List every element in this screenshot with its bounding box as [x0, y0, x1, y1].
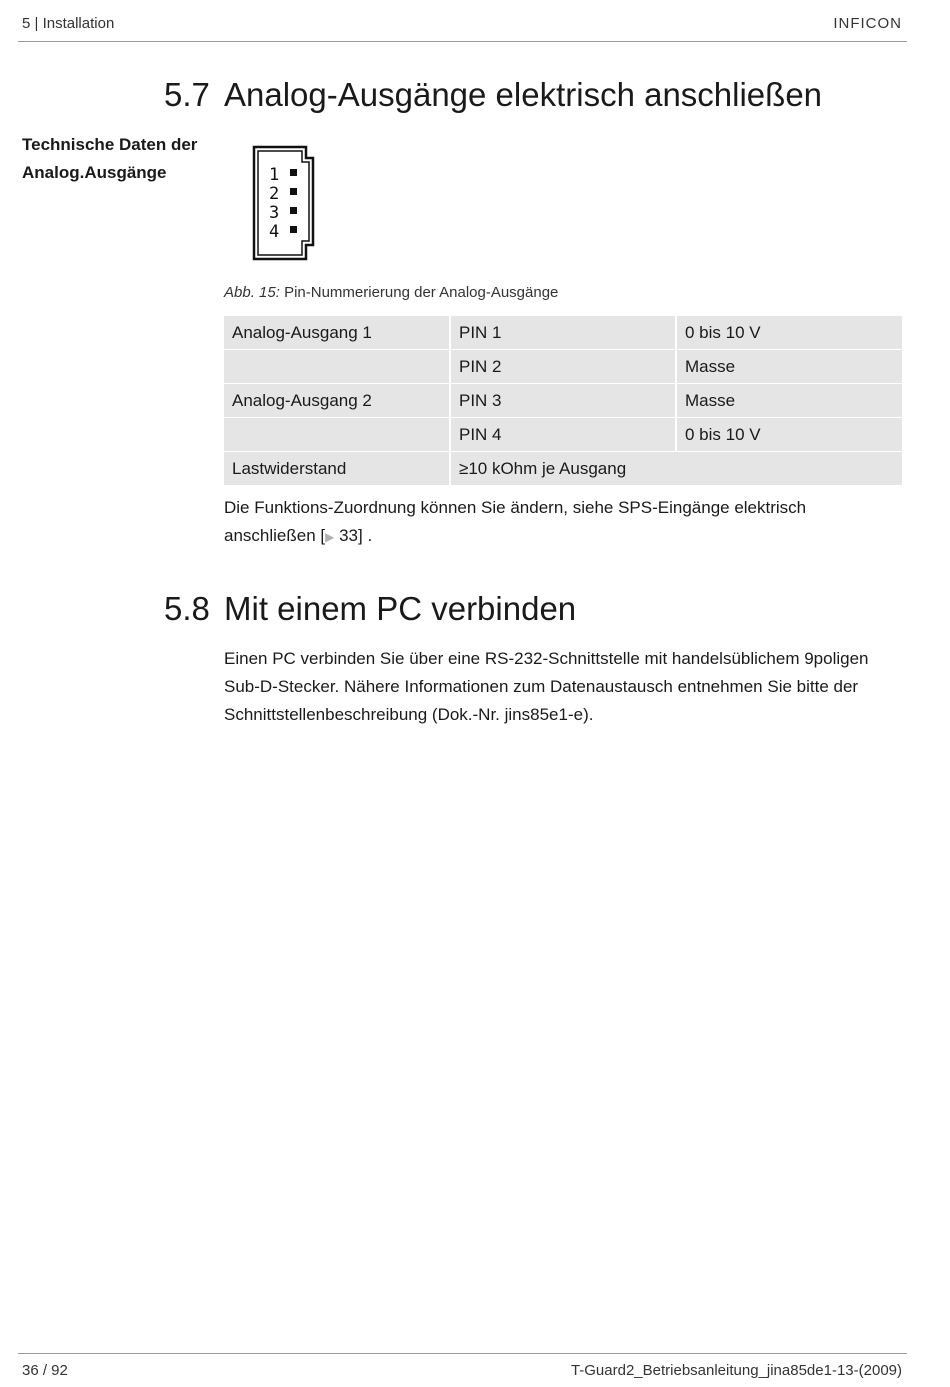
connector-outline: [254, 147, 313, 259]
table-row: [224, 452, 902, 486]
connector-inner-outline: [258, 151, 309, 255]
table-cell: [224, 418, 450, 452]
pin-square: [290, 188, 297, 195]
side-note: [22, 131, 212, 187]
pin-square: [290, 169, 297, 176]
paragraph-line: Die Funktions-Zuordnung können Sie ändern, siehe SPS-Eingänge elektrisch: [224, 498, 807, 517]
section-heading-5-7: [164, 76, 822, 114]
table-cell: Masse: [676, 350, 902, 384]
page-reference-link[interactable]: 33: [339, 526, 359, 545]
figure-caption: [224, 284, 558, 301]
side-note-line: Technische Daten der: [22, 135, 198, 154]
section-number: 5.7: [164, 76, 210, 113]
figure-caption-text: Pin-Nummerierung der Analog-Ausgänge: [284, 284, 559, 301]
table-cell: PIN 4: [450, 418, 676, 452]
header-section: 5 | Installation: [22, 15, 115, 32]
pin-number: 4: [269, 222, 280, 242]
table-cell: Masse: [676, 384, 902, 418]
header-divider: [18, 41, 907, 42]
pin-number: 1: [269, 165, 280, 185]
pin-number: 2: [269, 184, 280, 204]
connector-pin-diagram: [248, 141, 322, 265]
pin-square: [290, 207, 297, 214]
paragraph-pc-connection: [224, 645, 869, 729]
section-title: Mit einem PC verbinden: [224, 590, 577, 627]
table-cell: PIN 3: [450, 384, 676, 418]
table-row: [224, 384, 902, 418]
table-row: [224, 418, 902, 452]
table-cell: Analog-Ausgang 2: [224, 384, 450, 418]
header-brand: INFICON: [833, 15, 902, 32]
section-number: 5.8: [164, 590, 210, 627]
paragraph-line: Sub-D-Stecker. Nähere Informationen zum Datenaustausch entnehmen Sie bitte der: [224, 677, 859, 696]
analog-output-spec-table: [224, 316, 902, 486]
table-cell: Analog-Ausgang 1: [224, 316, 450, 350]
figure-label: Abb. 15:: [224, 284, 280, 301]
pin-number: 3: [269, 203, 280, 223]
table-row: [224, 316, 902, 350]
table-cell: [224, 350, 450, 384]
table-cell: ≥10 kOhm je Ausgang: [450, 452, 902, 486]
pin-square: [290, 226, 297, 233]
footer-divider: [18, 1353, 907, 1354]
page-number: 36 / 92: [22, 1362, 68, 1379]
table-cell: Lastwiderstand: [224, 452, 450, 486]
table-cell: 0 bis 10 V: [676, 418, 902, 452]
triangle-right-icon: ▶: [325, 530, 335, 544]
table-cell: PIN 2: [450, 350, 676, 384]
table-cell: 0 bis 10 V: [676, 316, 902, 350]
paragraph-line: anschließen [▶ 33] .: [224, 526, 373, 545]
side-note-line: Analog.Ausgänge: [22, 163, 167, 182]
document-id: T-Guard2_Betriebsanleitung_jina85de1-13-(2009): [570, 1362, 902, 1379]
paragraph-function-assignment: [224, 494, 806, 551]
section-title: Analog-Ausgänge elektrisch anschließen: [224, 76, 823, 113]
table-cell: PIN 1: [450, 316, 676, 350]
paragraph-line: Schnittstellenbeschreibung (Dok.-Nr. jins85e1-e).: [224, 705, 594, 724]
paragraph-line: Einen PC verbinden Sie über eine RS-232-Schnittstelle mit handelsüblichem 9poligen: [224, 649, 869, 668]
section-heading-5-8: [164, 590, 576, 628]
table-row: [224, 350, 902, 384]
